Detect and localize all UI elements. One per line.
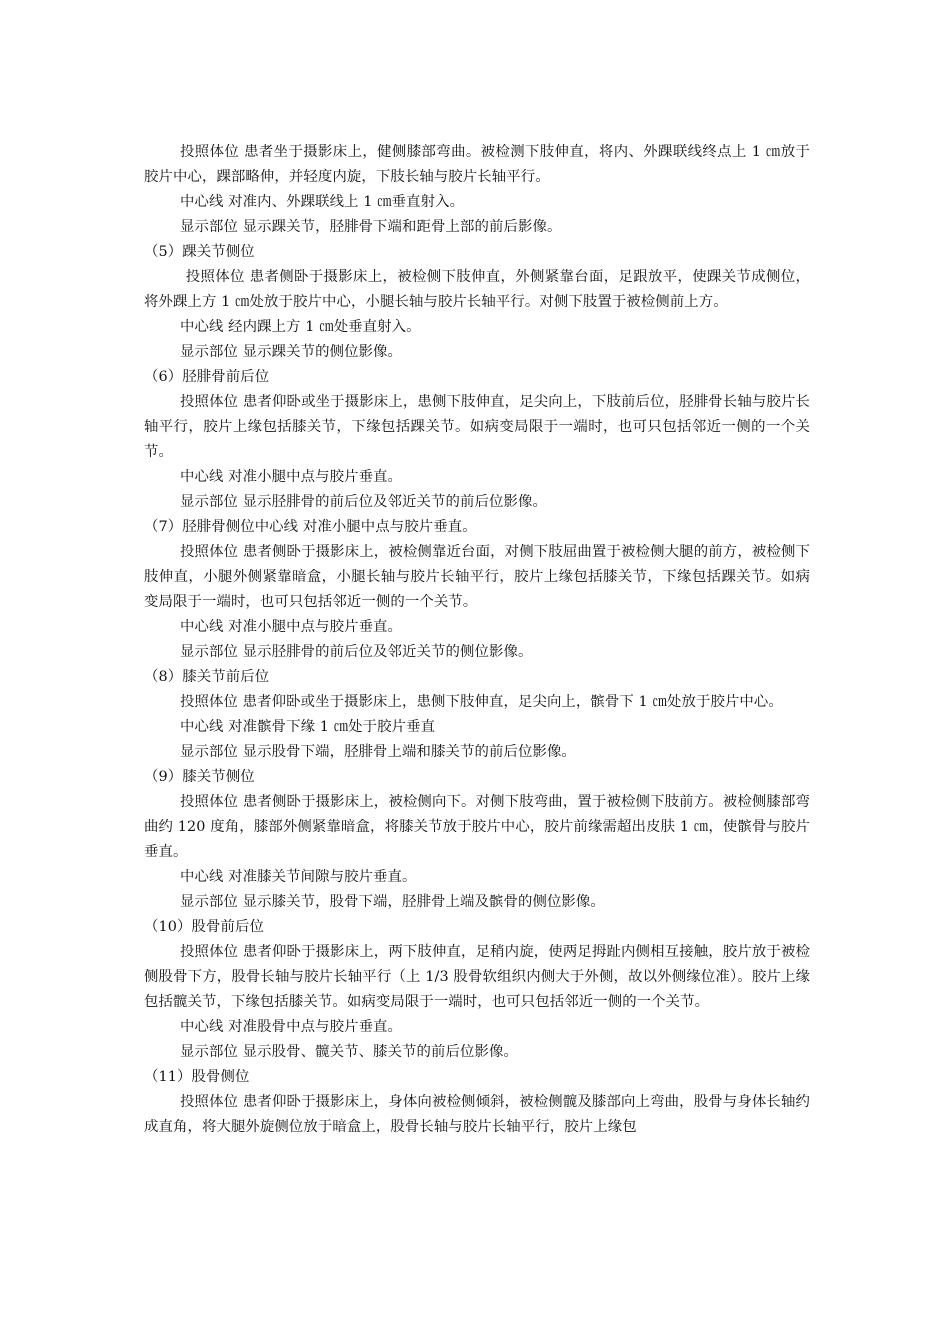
paragraph-knee-ap-central-ray: 中心线 对准髌骨下缘 1 ㎝处于胶片垂直: [180, 719, 436, 735]
paragraph-tibia-ap-position: 投照体位 患者仰卧或坐于摄影床上，患侧下肢伸直，足尖向上，下肢前后位，胫腓骨长轴与胶片长轴平行，胶片上缘包括膝关节，下缘包括踝关节。如病变局限于一端时，也可只包括邻近一侧的一个关节。: [144, 394, 810, 460]
paragraph-tibia-lateral-position: 投照体位 患者侧卧于摄影床上，被检侧靠近台面，对侧下肢屈曲置于被检侧大腿的前方，被检侧下肢伸直，小腿外侧紧靠暗盒，小腿长轴与胶片长轴平行，胶片上缘包括膝关节，下缘包括踝关节。如病变局限于一端时，也可只包括邻近一侧的一个关节。: [144, 544, 810, 610]
paragraph-knee-lateral-position: 投照体位 患者侧卧于摄影床上，被检侧向下。对侧下肢弯曲，置于被检侧下肢前方。被检侧膝部弯曲约 120 度角，膝部外侧紧靠暗盒，将膝关节放于胶片中心，胶片前缘需超出皮肤 1 ㎝，使髌骨与胶片垂直。: [144, 794, 810, 860]
paragraph-ankle-ap-central-ray: 中心线 对准内、外踝联线上 1 ㎝垂直射入。: [180, 194, 465, 210]
paragraph-ankle-ap-display: 显示部位 显示踝关节，胫腓骨下端和距骨上部的前后影像。: [180, 219, 562, 235]
paragraph-femur-ap-display: 显示部位 显示股骨、髋关节、膝关节的前后位影像。: [180, 1044, 518, 1060]
section-heading-ankle-lateral: （5）踝关节侧位: [144, 244, 255, 260]
paragraph-ankle-lateral-display: 显示部位 显示踝关节的侧位影像。: [180, 344, 403, 360]
paragraph-tibia-lateral-display: 显示部位 显示胫腓骨的前后位及邻近关节的侧位影像。: [180, 644, 533, 660]
paragraph-tibia-ap-central-ray: 中心线 对准小腿中点与胶片垂直。: [180, 469, 403, 485]
section-heading-femur-lateral: （11）股骨侧位: [144, 1069, 250, 1085]
section-heading-knee-lateral: （9）膝关节侧位: [144, 769, 255, 785]
paragraph-femur-lateral-position: 投照体位 患者仰卧于摄影床上，身体向被检侧倾斜，被检侧髋及膝部向上弯曲，股骨与身体长轴约成直角，将大腿外旋侧位放于暗盒上，股骨长轴与胶片长轴平行，胶片上缘包: [144, 1094, 810, 1135]
paragraph-knee-lateral-central-ray: 中心线 对准膝关节间隙与胶片垂直。: [180, 869, 417, 885]
paragraph-knee-lateral-display: 显示部位 显示膝关节，股骨下端，胫腓骨上端及髌骨的侧位影像。: [180, 894, 605, 910]
section-heading-tibia-ap: （6）胫腓骨前后位: [144, 369, 270, 385]
paragraph-tibia-lateral-central-ray: 中心线 对准小腿中点与胶片垂直。: [180, 619, 403, 635]
paragraph-knee-ap-display: 显示部位 显示股骨下端，胫腓骨上端和膝关节的前后位影像。: [180, 744, 576, 760]
paragraph-ankle-lateral-central-ray: 中心线 经内踝上方 1 ㎝处垂直射入。: [180, 319, 421, 335]
section-heading-knee-ap: （8）膝关节前后位: [144, 669, 270, 685]
paragraph-ankle-lateral-position: 投照体位 患者侧卧于摄影床上，被检侧下肢伸直，外侧紧靠台面，足跟放平，使踝关节成侧位，将外踝上方 1 ㎝处放于胶片中心，小腿长轴与胶片长轴平行。对侧下肢置于被检侧前上方。: [144, 269, 810, 310]
section-heading-femur-ap: （10）股骨前后位: [144, 919, 264, 935]
paragraph-femur-ap-central-ray: 中心线 对准股骨中点与胶片垂直。: [180, 1019, 403, 1035]
section-heading-tibia-lateral: （7）胫腓骨侧位中心线 对准小腿中点与胶片垂直。: [144, 519, 477, 535]
document-body: [144, 140, 810, 1140]
paragraph-tibia-ap-display: 显示部位 显示胫腓骨的前后位及邻近关节的前后位影像。: [180, 494, 547, 510]
paragraph-ankle-ap-position: 投照体位 患者坐于摄影床上，健侧膝部弯曲。被检测下肢伸直，将内、外踝联线终点上 1 ㎝放于胶片中心，踝部略伸，并轻度内旋，下肢长轴与胶片长轴平行。: [144, 144, 810, 185]
paragraph-knee-ap-position: 投照体位 患者仰卧或坐于摄影床上，患侧下肢伸直，足尖向上，髌骨下 1 ㎝处放于胶片中心。: [180, 694, 783, 710]
paragraph-femur-ap-position: 投照体位 患者仰卧于摄影床上，两下肢伸直，足稍内旋，使两足拇趾内侧相互接触，胶片放于被检侧股骨下方，股骨长轴与胶片长轴平行（上 1/3 股骨软组织内侧大于外侧，故以外侧缘位准）。胶片上缘包括髋关节，下缘包括膝关节。如病变局限于一端时，也可只包括邻近一侧的一个关节。: [144, 944, 810, 1010]
